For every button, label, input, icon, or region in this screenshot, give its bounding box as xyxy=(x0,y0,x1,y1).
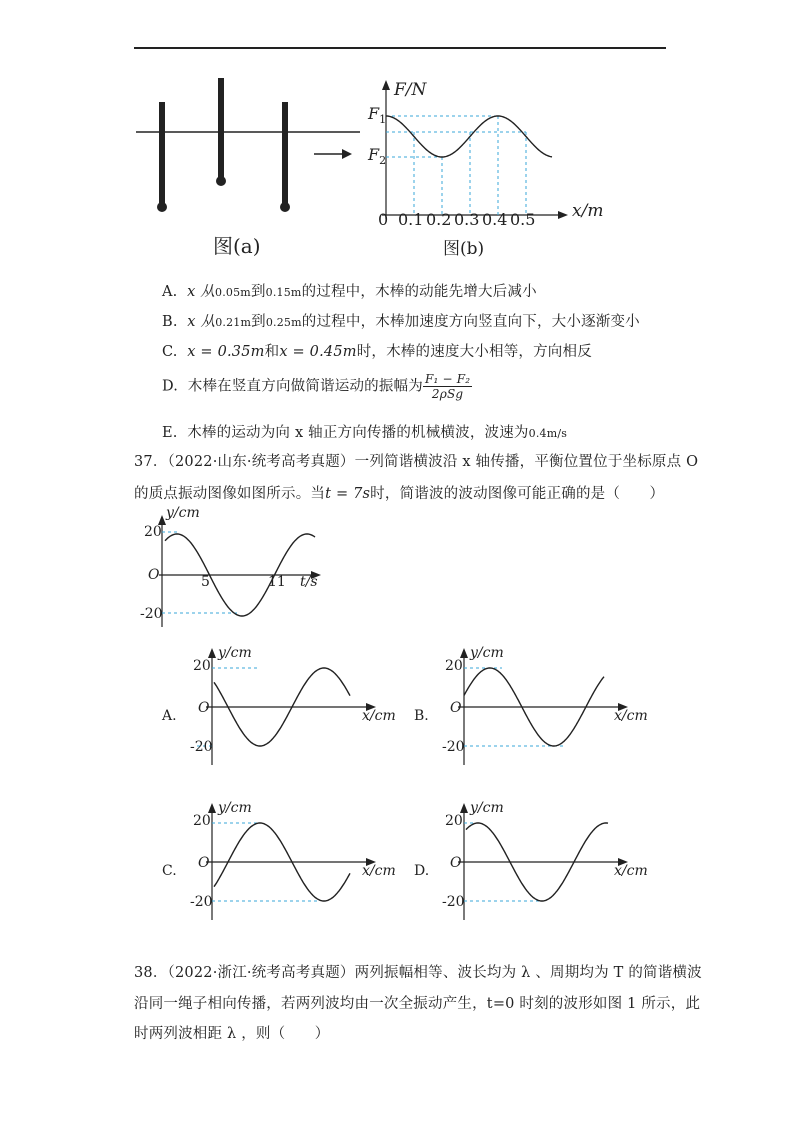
opt-a-ybot: -20 xyxy=(190,739,213,755)
stick-1-weight xyxy=(157,202,167,212)
fig-b-axis-y: F/N xyxy=(394,80,427,100)
fig-b-tick-1: 0.1 xyxy=(398,210,424,229)
opt-d-xlabel: x/cm xyxy=(614,863,648,879)
opt-b-label: B. xyxy=(414,708,429,724)
fig-b-caption: 图(b) xyxy=(443,239,485,259)
vib-ybot: -20 xyxy=(140,606,163,622)
figure-ab xyxy=(120,70,640,270)
fig-b-axis-x: x/m xyxy=(572,201,604,221)
fig-b-tick-2: 0.2 xyxy=(426,210,452,229)
q36-option-a: A. x 从0.05m到0.15m的过程中，木棒的动能先增大后减小 xyxy=(162,284,537,300)
opt-d-ylabel: y/cm xyxy=(470,800,504,816)
force-curve xyxy=(386,116,552,157)
vib-t2: 11 xyxy=(268,574,286,590)
opt-b-ylabel: y/cm xyxy=(470,645,504,661)
fig-b-f2-label: $F_2$ xyxy=(368,145,387,168)
opt-c-xlabel: x/cm xyxy=(362,863,396,879)
arrow-head xyxy=(342,149,352,159)
vib-ytop: 20 xyxy=(144,524,162,540)
opt-c-ylabel: y/cm xyxy=(218,800,252,816)
opt-c-ybot: -20 xyxy=(190,894,213,910)
opt-d-ybot: -20 xyxy=(442,894,465,910)
vib-t1: 5 xyxy=(201,574,210,590)
stick-2-weight xyxy=(216,176,226,186)
fig-b-origin: 0 xyxy=(378,210,389,229)
q36-option-e: E. 木棒的运动为向 x 轴正方向传播的机械横波，波速为0.4m/s xyxy=(162,425,568,441)
top-rule xyxy=(134,47,666,49)
y-axis-arrow xyxy=(460,648,468,658)
y-axis-arrow xyxy=(460,803,468,813)
opt-a-label: A. xyxy=(162,708,177,724)
opt-b-origin: O xyxy=(450,700,462,716)
q36-option-c: C. x = 0.35m和x = 0.45m时，木棒的速度大小相等，方向相反 xyxy=(162,344,592,360)
opt-d-ytop: 20 xyxy=(445,813,463,829)
opt-b-xlabel: x/cm xyxy=(614,708,648,724)
fig-b-f1-label: $F_1$ xyxy=(368,104,387,127)
opt-b-ytop: 20 xyxy=(445,658,463,674)
q36-option-b: B. x 从0.21m到0.25m的过程中，木棒加速度方向竖直向下，大小逐渐变小 xyxy=(162,314,640,330)
amplitude-fraction: $\frac{\text{F₁ − F₂}}{\text{2ρSg}}$ xyxy=(424,372,471,401)
opt-a-xlabel: x/cm xyxy=(362,708,396,724)
stick-3-weight xyxy=(280,202,290,212)
opt-c-origin: O xyxy=(198,855,210,871)
opt-d-label: D. xyxy=(414,863,430,879)
q37-line-1: 37．（2022·山东·统考高考真题）一列简谐横波沿 x 轴传播，平衡位置位于坐标原点 O xyxy=(134,454,699,470)
fig-a-caption: 图(a) xyxy=(213,234,261,258)
opt-c-label: C. xyxy=(162,863,177,879)
q37-line-2: 的质点振动图像如图所示。当t = 7s时，简谐波的波动图像可能正确的是（ ） xyxy=(134,486,665,502)
opt-a-ytop: 20 xyxy=(193,658,211,674)
stick-3 xyxy=(282,102,288,206)
y-axis-arrow xyxy=(208,803,216,813)
fig-b-tick-3: 0.3 xyxy=(454,210,480,229)
opt-d-origin: O xyxy=(450,855,462,871)
y-axis-arrow xyxy=(208,648,216,658)
q38-line-3: 时两列波相距 λ ，则（ ） xyxy=(134,1026,330,1042)
opt-b-ybot: -20 xyxy=(442,739,465,755)
opt-a-ylabel: y/cm xyxy=(218,645,252,661)
opt-a-origin: O xyxy=(198,700,210,716)
opt-c-ytop: 20 xyxy=(193,813,211,829)
q36-option-d: D. 木棒在竖直方向做简谐运动的振幅为 $\frac{\text{F₁ − F₂}}{\text{2ρSg}}$ xyxy=(162,372,471,401)
fig-b-tick-4: 0.4 xyxy=(482,210,508,229)
fig-b-tick-5: 0.5 xyxy=(510,210,536,229)
q38-line-2: 沿同一绳子相向传播，若两列波均由一次全振动产生，t=0 时刻的波形如图 1 所示，此 xyxy=(134,996,701,1012)
q38-line-1: 38．（2022·浙江·统考高考真题）两列振幅相等、波长均为 λ 、周期均为 T 的简谐横波 xyxy=(134,965,702,981)
stick-1 xyxy=(159,102,165,206)
stick-2 xyxy=(218,78,224,180)
vib-xlabel: t/s xyxy=(300,574,318,590)
vib-ylabel: y/cm xyxy=(166,505,200,521)
vib-origin: O xyxy=(148,567,160,583)
